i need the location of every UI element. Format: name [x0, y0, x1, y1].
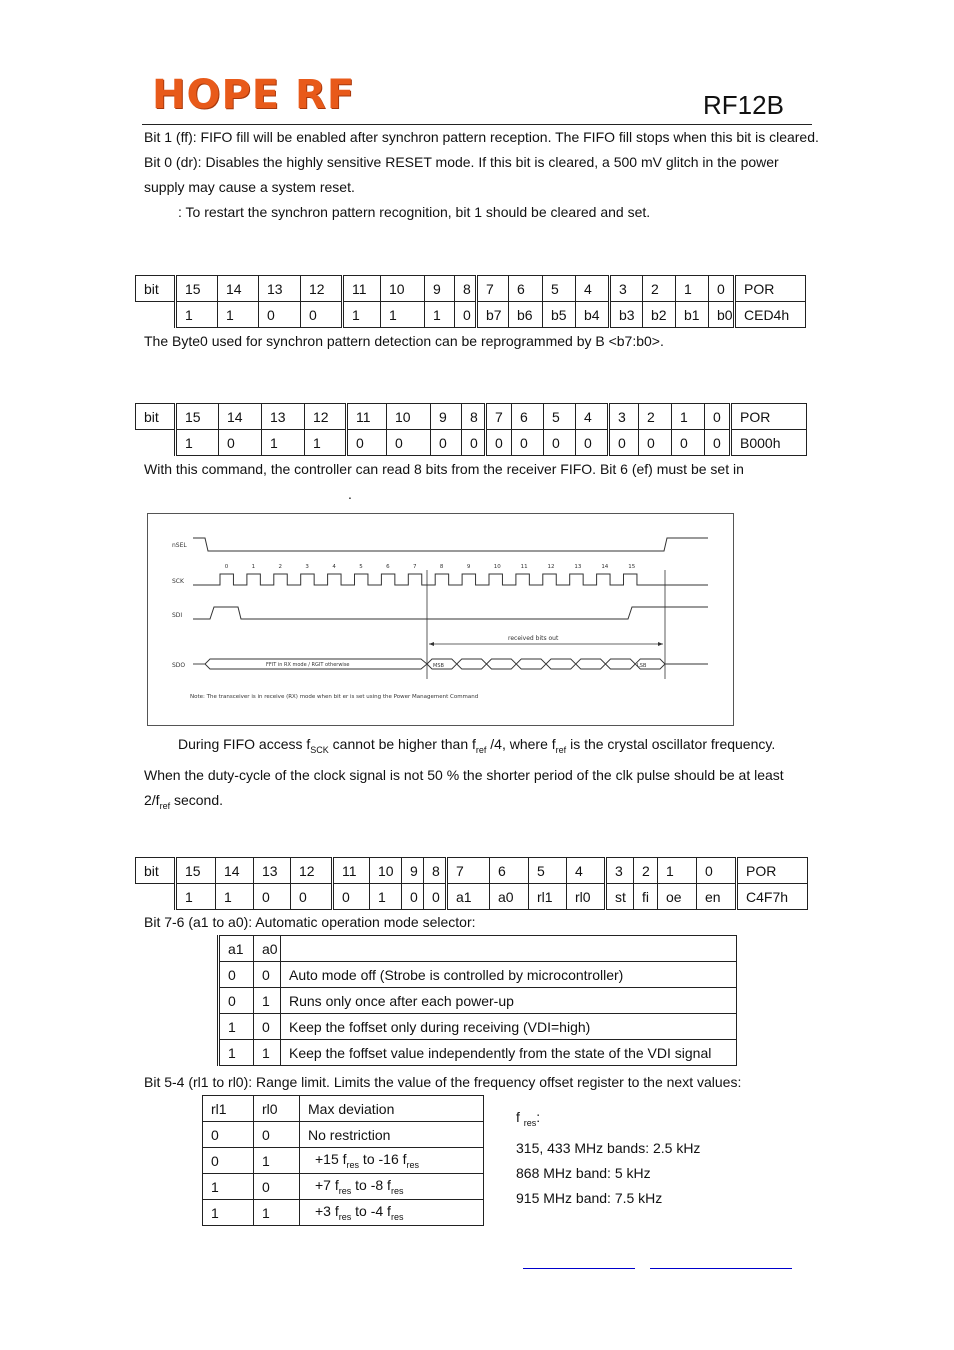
table-row: 1 1 +3 $f_{res}$ to -4 $f_{res}$ [203, 1200, 484, 1226]
range-title: Bit 5-4 (rl1 to rl0): Range limit. Limits the value of the frequency offset register to the next values: [144, 1074, 742, 1090]
sck-clock-label: 7 [413, 564, 417, 570]
msb-label: MSB [433, 663, 444, 669]
footer-link-2[interactable] [650, 1268, 792, 1269]
table-row: rl1 rl0 Max deviation [203, 1096, 484, 1122]
sck-clock-label: 2 [278, 564, 283, 570]
modes-title: Bit 7-6 (a1 to a0): Automatic operation mode selector: [144, 914, 476, 930]
sck-clock-label: 15 [628, 564, 636, 570]
table-row: 1 0 1 1 0 0 0 0 0 0 0 0 0 0 0 0 B000h [136, 430, 807, 456]
bit-table-3 [135, 857, 808, 910]
sdi-waveform [193, 607, 708, 619]
sck-clock-label: 9 [466, 564, 471, 570]
sck-clock-labels [225, 564, 636, 570]
sdo-bit-cell [457, 659, 487, 669]
fres-line: 315, 433 MHz bands: 2.5 kHz [516, 1139, 701, 1156]
table-row: 1 0 Keep the foffset only during receiving (VDI=high) [219, 1014, 737, 1040]
sck-clock-label: 3 [305, 564, 309, 570]
sck-clock-label: 13 [574, 564, 582, 570]
signal-label-sdo: SDO [172, 662, 186, 669]
fifo-access-text [144, 732, 819, 819]
fres-line: 868 MHz band: 5 kHz [516, 1164, 651, 1181]
table-row: a1 a0 [219, 936, 737, 962]
timing-svg [148, 514, 733, 725]
sck-clock-label: 4 [332, 564, 336, 570]
signal-label-sdi: SDI [172, 612, 183, 619]
table-row: bit 15 14 13 12 11 10 9 8 7 6 5 4 3 2 1 0 POR [136, 404, 807, 430]
bit-table-2 [135, 403, 807, 456]
table1-note: The Byte0 used for synchron pattern detection can be reprogrammed by B <b7:b0>. [144, 333, 664, 349]
bit-table-1 [135, 275, 806, 328]
fifo-line-1: During FIFO access $f_{SCK}$ cannot be higher than $f_{ref}$ /4, where $f_{ref}$ is the crystal oscillator frequency. [178, 736, 776, 755]
sdo-bit-cell [606, 659, 636, 669]
sdo-bit-cell [546, 659, 576, 669]
lsb-label: LSB [637, 663, 647, 669]
fifo-read-timing-diagram [147, 513, 734, 726]
sck-clock-label: 14 [601, 564, 609, 570]
sdo-label: FFIT in RX mode / RGIT otherwise [266, 662, 350, 668]
fres-line: 915 MHz band: 7.5 kHz [516, 1189, 663, 1206]
sck-clock-label: 10 [493, 564, 501, 570]
table-row: 0 1 Runs only once after each power-up [219, 988, 737, 1014]
intro-bit1: Bit 1 (ff): FIFO fill will be enabled after synchron pattern reception. The FIFO fill stops when this bit is cleared. [144, 129, 819, 145]
table-row: 1 1 Keep the foffset value independently from the state of the VDI signal [219, 1040, 737, 1066]
sck-trace [193, 574, 708, 585]
table-row: 0 1 +15 $f_{res}$ to -16 $f_{res}$ [203, 1148, 484, 1174]
fres-note [516, 1105, 700, 1211]
table-row: 1 0 +7 $f_{res}$ to -8 $f_{res}$ [203, 1174, 484, 1200]
sck-waveform [193, 574, 708, 585]
table2-note: With this command, the controller can read 8 bits from the receiver FIFO. Bit 6 (ef) must be set in [144, 461, 744, 477]
sdo-bit-cell [516, 659, 546, 669]
hope-rf-logo: HOPE RF [152, 72, 356, 118]
received-bits-label: received bits out [508, 635, 559, 642]
footer-link-1[interactable] [523, 1268, 635, 1269]
document-title: RF12B [703, 90, 784, 120]
table-row: 1 1 0 0 1 1 1 0 b7 b6 b5 b4 b3 b2 b1 b0 CED4h [136, 302, 806, 328]
sck-clock-label: 6 [386, 564, 390, 570]
fifo-line-3: $2/f_{ref}$ second. [144, 791, 224, 811]
arrow-left-icon [429, 642, 434, 646]
sck-clock-label: 1 [251, 564, 256, 570]
sdo-bit-cell [487, 659, 517, 669]
sck-clock-label: 5 [359, 564, 363, 570]
range-limit-table [202, 1095, 484, 1226]
intro-bit0: Bit 0 (dr): Disables the highly sensitive RESET mode. If this bit is cleared, a 500 mV glitch in the power supply may cause a system reset. [144, 154, 779, 195]
timing-note: Note: The transceiver is in receive (RX) mode when bit er is set using the Power Management Command [190, 694, 479, 700]
sck-clock-label: 8 [439, 564, 444, 570]
signal-label-nsel: nSEL [172, 542, 187, 549]
signal-label-sck: SCK [172, 578, 184, 585]
sdo-bit-cell [576, 659, 606, 669]
table-row: bit 15 14 13 12 11 10 9 8 7 6 5 4 3 2 1 0 POR [136, 276, 806, 302]
nsel-waveform [193, 538, 708, 551]
table-row: 0 0 Auto mode off (Strobe is controlled by microcontroller) [219, 962, 737, 988]
fifo-line-2: When the duty-cycle of the clock signal is not 50 % the shorter period of the clk pulse should be at least [144, 766, 784, 783]
mode-selector-table [217, 935, 737, 1066]
sck-clock-label: 12 [547, 564, 555, 570]
intro-text [144, 125, 819, 225]
table2-note-end: . [348, 486, 352, 502]
table-row: 1 1 0 0 0 1 0 0 a1 a0 rl1 rl0 st fi oe en C4F7h [136, 884, 808, 910]
intro-note: : To restart the synchron pattern recognition, bit 1 should be cleared and set. [178, 204, 651, 220]
arrow-right-icon [658, 642, 663, 646]
fres-label: f $_{res}$: [516, 1109, 541, 1128]
sck-clock-label: 11 [520, 564, 528, 570]
table-row: bit 15 14 13 12 11 10 9 8 7 6 5 4 3 2 1 0 POR [136, 858, 808, 884]
sck-clock-label: 0 [224, 564, 229, 570]
sdo-bit-cells [427, 659, 665, 669]
table-row: 0 0 No restriction [203, 1122, 484, 1148]
